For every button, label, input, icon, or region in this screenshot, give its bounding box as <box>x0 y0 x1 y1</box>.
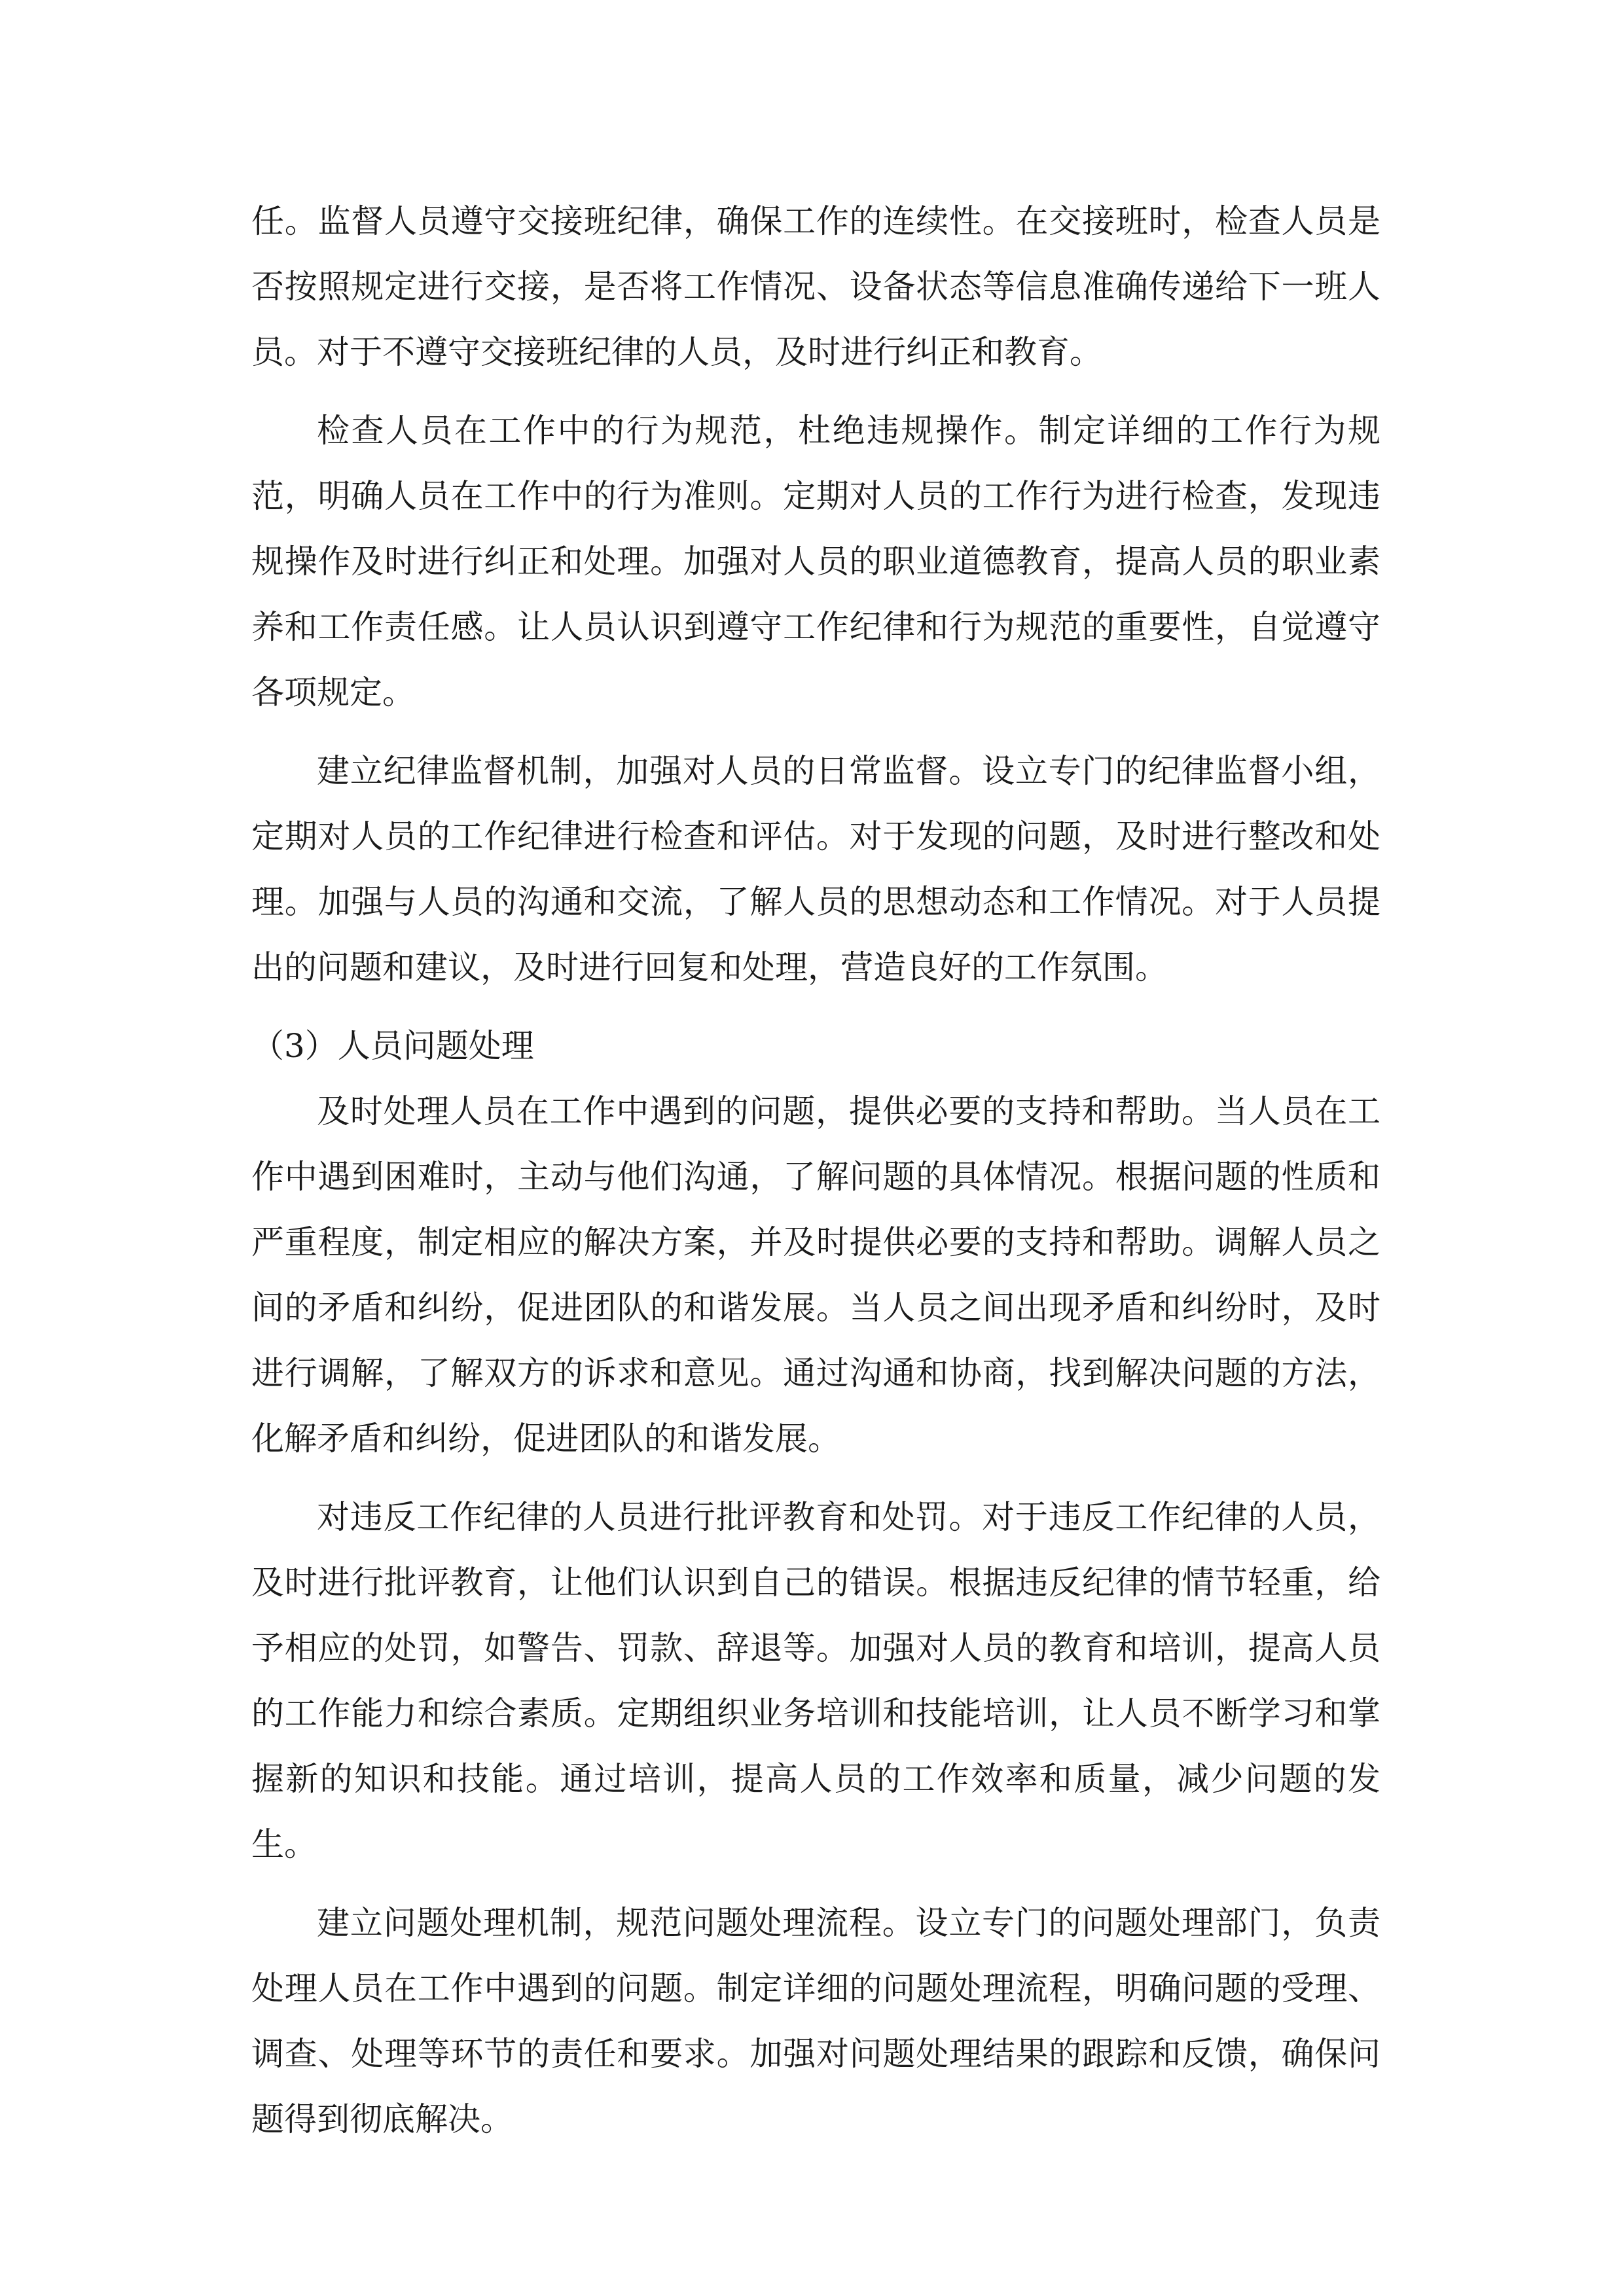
paragraph-discipline-violations: 对违反工作纪律的人员进行批评教育和处罚。对于违反工作纪律的人员，及时进行批评教育，让他们认识到自己的错误。根据违反纪律的情节轻重，给予相应的处罚，如警告、罚款、辞退等。加强对人员的教育和培训，提高人员的工作能力和综合素质。定期组织业务培训和技能培训，让人员不断学习和掌握新的知识和技能。通过培训，提高人员的工作效率和质量，减少问题的发生。 <box>251 1498 1380 1863</box>
paragraph-continued: 任。监督人员遵守交接班纪律，确保工作的连续性。在交接班时，检查人员是否按照规定进行交接，是否将工作情况、设备状态等信息准确传递给下一班人员。对于不遵守交接班纪律的人员，及时进行纠正和教育。 <box>251 202 1380 371</box>
paragraph-conduct-inspection: 检查人员在工作中的行为规范，杜绝违规操作。制定详细的工作行为规范，明确人员在工作中的行为准则。定期对人员的工作行为进行检查，发现违规操作及时进行纠正和处理。加强对人员的职业道德教育，提高人员的职业素养和工作责任感。让人员认识到遵守工作纪律和行为规范的重要性，自觉遵守各项规定。 <box>251 412 1380 711</box>
paragraph-problem-mechanism: 建立问题处理机制，规范问题处理流程。设立专门的问题处理部门，负责处理人员在工作中遇到的问题。制定详细的问题处理流程，明确问题的受理、调查、处理等环节的责任和要求。加强对问题处理结果的跟踪和反馈，确保问题得到彻底解决。 <box>251 1904 1380 2138</box>
section-heading: （3）人员问题处理 <box>251 1027 534 1065</box>
document-body <box>251 188 1380 2165</box>
paragraph-discipline-supervision: 建立纪律监督机制，加强对人员的日常监督。设立专门的纪律监督小组，定期对人员的工作纪律进行检查和评估。对于发现的问题，及时进行整改和处理。加强与人员的沟通和交流，了解人员的思想动态和工作情况。对于人员提出的问题和建议，及时进行回复和处理，营造良好的工作氛围。 <box>251 752 1380 986</box>
paragraph-problem-handling: 及时处理人员在工作中遇到的问题，提供必要的支持和帮助。当人员在工作中遇到困难时，主动与他们沟通，了解问题的具体情况。根据问题的性质和严重程度，制定相应的解决方案，并及时提供必要的支持和帮助。调解人员之间的矛盾和纠纷，促进团队的和谐发展。当人员之间出现矛盾和纠纷时，及时进行调解，了解双方的诉求和意见。通过沟通和协商，找到解决问题的方法，化解矛盾和纠纷，促进团队的和谐发展。 <box>251 1092 1380 1458</box>
